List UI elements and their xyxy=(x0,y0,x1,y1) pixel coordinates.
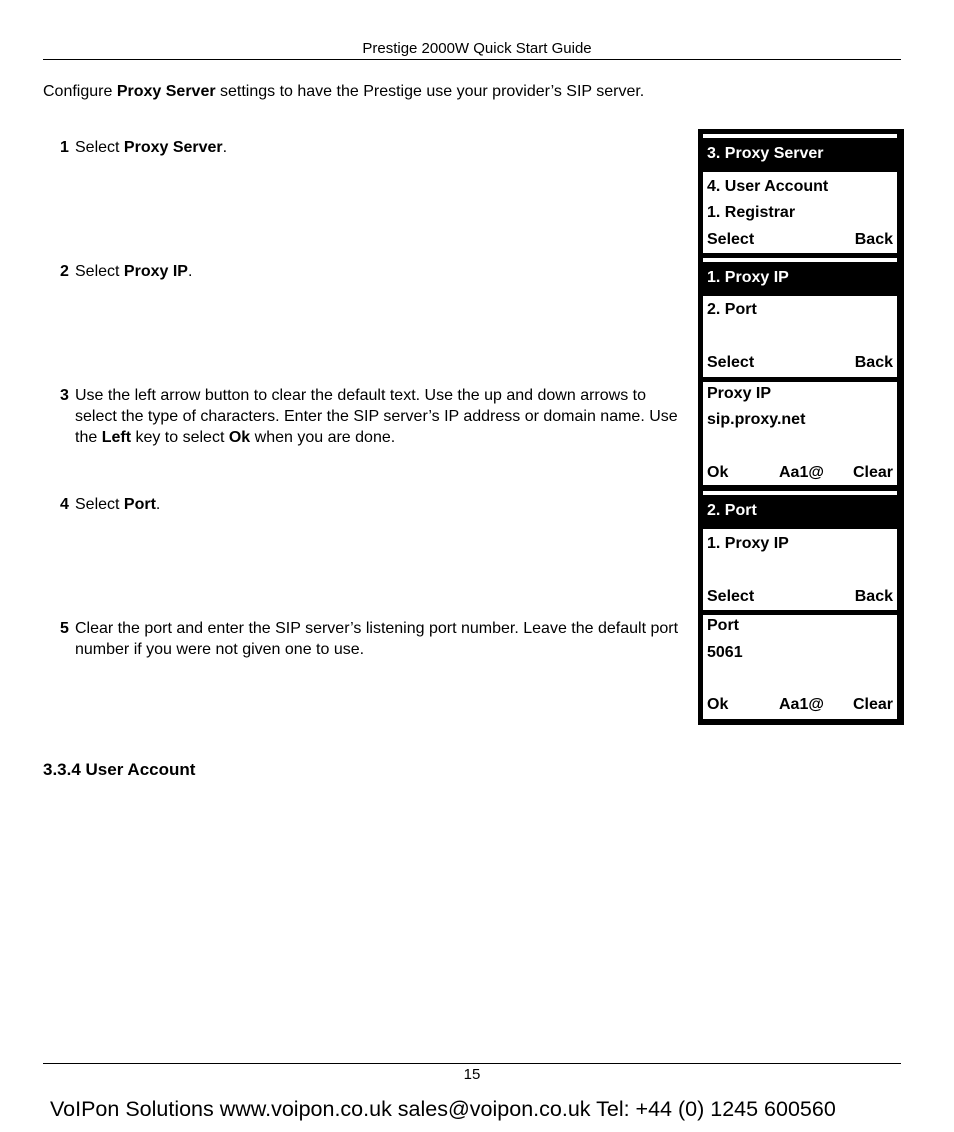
step-text-end: when you are done. xyxy=(250,429,396,446)
step-text: Select xyxy=(75,496,124,513)
footer-contact: VoIPon Solutions www.voipon.co.uk sales@voipon.co.uk Tel: +44 (0) 1245 600560 xyxy=(50,1097,836,1121)
screen-2-topbar xyxy=(703,258,897,262)
screen-2-highlight: 1. Proxy IP xyxy=(703,265,897,291)
screen-5 xyxy=(703,615,897,719)
step-text-end: . xyxy=(155,496,161,513)
step-text: Use the left arrow button to clear the default text. Use the up and down arrows to select the type of characters. Enter the SIP server’s IP address or domain name. Use the xyxy=(75,387,678,446)
screen-5-line-2: 5061 xyxy=(707,644,743,661)
screen-4 xyxy=(703,529,897,610)
intro-paragraph xyxy=(43,83,644,101)
screen-5-softkey-right: Clear xyxy=(852,696,893,713)
page-number: 15 xyxy=(463,1066,481,1083)
step-number: 4 xyxy=(60,496,69,513)
intro-text: Configure xyxy=(43,83,117,100)
screen-5-softkey-left: Ok xyxy=(707,696,729,713)
screen-5-line-1: Port xyxy=(707,617,739,634)
screen-2 xyxy=(703,296,897,377)
screen-3-softkey-right: Clear xyxy=(852,464,893,481)
screen-2-line-1: 2. Port xyxy=(707,301,757,318)
screen-5-softkey-middle: Aa1@ xyxy=(779,696,824,713)
screen-1-line-1: 4. User Account xyxy=(707,178,829,195)
step-bold: Proxy IP xyxy=(123,263,188,280)
screen-4-line-1: 1. Proxy IP xyxy=(707,535,789,552)
step-bold: Proxy Server xyxy=(123,139,223,156)
screen-3-softkey-left: Ok xyxy=(707,464,729,481)
intro-bold: Proxy Server xyxy=(116,83,216,100)
screen-4-topbar xyxy=(703,491,897,495)
header-rule xyxy=(43,59,901,60)
step-1 xyxy=(60,137,692,158)
screen-4-softkey-left: Select xyxy=(707,588,755,605)
step-text: Clear the port and enter the SIP server’s listening port number. Leave the default port number if you were not given one to use. xyxy=(75,620,679,658)
screen-1-line-2: 1. Registrar xyxy=(707,204,796,221)
step-text: Select xyxy=(75,263,124,280)
step-number: 1 xyxy=(60,139,69,156)
screen-3-line-2: sip.proxy.net xyxy=(707,411,806,428)
step-text-end: . xyxy=(222,139,228,156)
step-5 xyxy=(60,618,692,660)
step-bold: Left xyxy=(101,429,132,446)
step-2 xyxy=(60,261,692,282)
section-heading: 3.3.4 User Account xyxy=(43,760,196,779)
intro-text-end: settings to have the Prestige use your provider’s SIP server. xyxy=(215,83,645,100)
screen-2-softkey-right: Back xyxy=(854,354,893,371)
step-text-end: . xyxy=(187,263,193,280)
screen-4-highlight: 2. Port xyxy=(703,498,897,524)
step-bold-2: Ok xyxy=(228,429,251,446)
step-number: 2 xyxy=(60,263,69,280)
footer-rule xyxy=(43,1063,901,1064)
screen-1-softkey-right: Back xyxy=(854,231,893,248)
screen-2-softkey-left: Select xyxy=(707,354,755,371)
screen-1-softkey-left: Select xyxy=(707,231,755,248)
screen-1-highlight: 3. Proxy Server xyxy=(703,141,897,167)
step-number: 5 xyxy=(60,620,69,637)
step-3 xyxy=(60,385,692,448)
screen-1 xyxy=(703,172,897,253)
page-header-title: Prestige 2000W Quick Start Guide xyxy=(362,40,592,57)
screen-3-line-1: Proxy IP xyxy=(707,385,772,402)
screen-4-softkey-right: Back xyxy=(854,588,893,605)
step-4 xyxy=(60,494,692,515)
step-number: 3 xyxy=(60,387,69,404)
step-text-mid: key to select xyxy=(131,429,229,446)
step-bold: Port xyxy=(123,496,156,513)
phone-screen-panel xyxy=(698,129,904,725)
screen-1-topbar xyxy=(703,134,897,138)
step-text: Select xyxy=(75,139,124,156)
screen-3-softkey-middle: Aa1@ xyxy=(779,464,824,481)
screen-3 xyxy=(703,382,897,485)
